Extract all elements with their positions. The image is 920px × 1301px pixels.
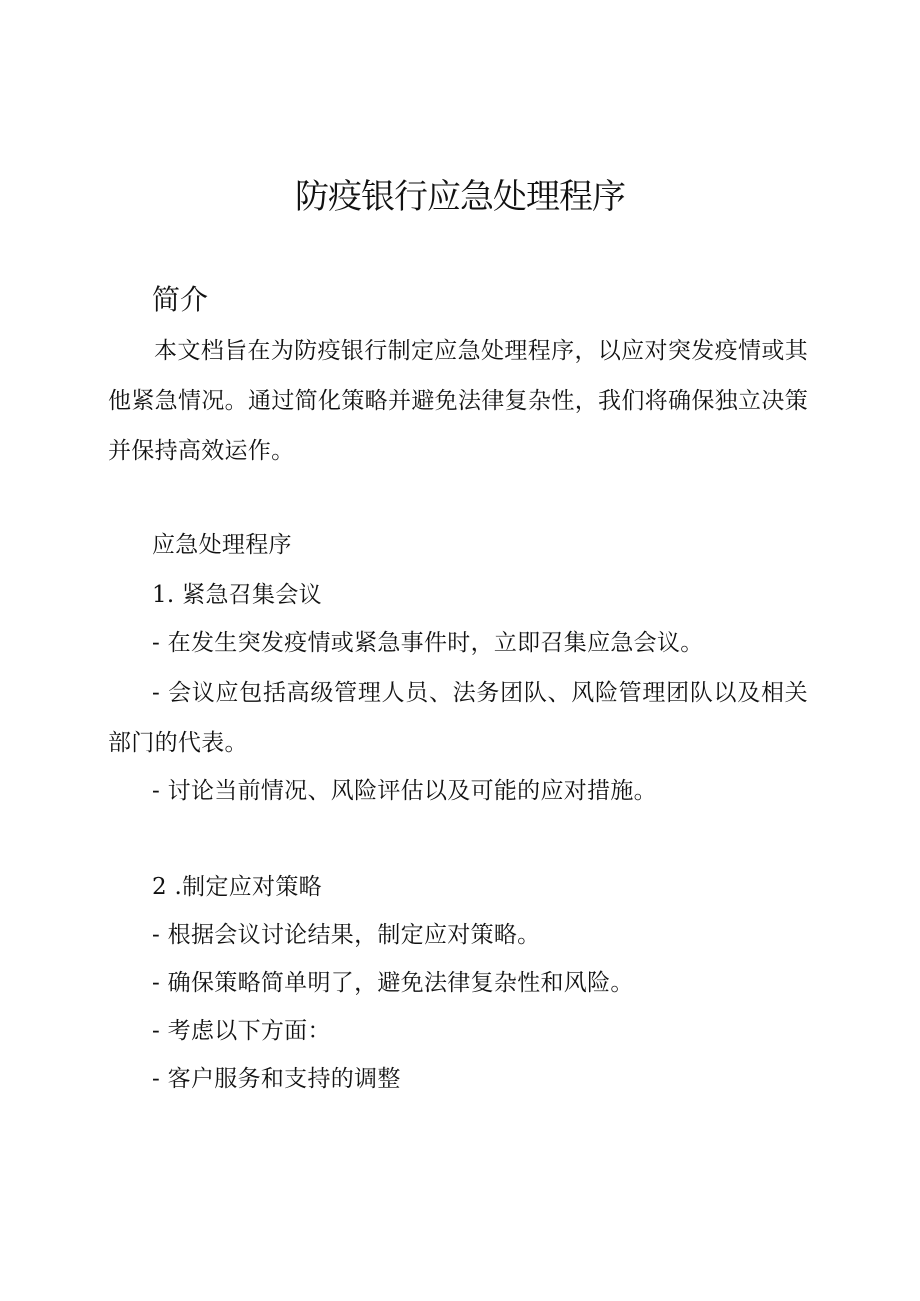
- intro-paragraph: 本文档旨在为防疫银行制定应急处理程序，以应对突发疫情或其他紧急情况。通过简化策略并避免法律复杂性，我们将确保独立决策并保持高效运作。: [108, 338, 808, 464]
- step2-item: - 客户服务和支持的调整: [152, 1066, 401, 1092]
- step2-title: 2 .制定应对策略: [152, 874, 322, 900]
- step2-item: - 根据会议讨论结果，制定应对策略。: [152, 922, 541, 948]
- intro-heading: 简介: [152, 283, 209, 316]
- step2-item: - 确保策略简单明了，避免法律复杂性和风险。: [152, 970, 634, 996]
- document-title: 防疫银行应急处理程序: [295, 177, 625, 217]
- step1-title: 1. 紧急召集会议: [152, 582, 322, 608]
- step2-item: - 考虑以下方面：: [152, 1018, 331, 1044]
- procedure-heading: 应急处理程序: [152, 532, 292, 558]
- step1-item: - 在发生突发疫情或紧急事件时，立即召集应急会议。: [152, 630, 704, 656]
- step1-item: - 会议应包括高级管理人员、法务团队、风险管理团队以及相关部门的代表。: [108, 680, 808, 756]
- step1-item: - 讨论当前情况、风险评估以及可能的应对措施。: [152, 778, 657, 804]
